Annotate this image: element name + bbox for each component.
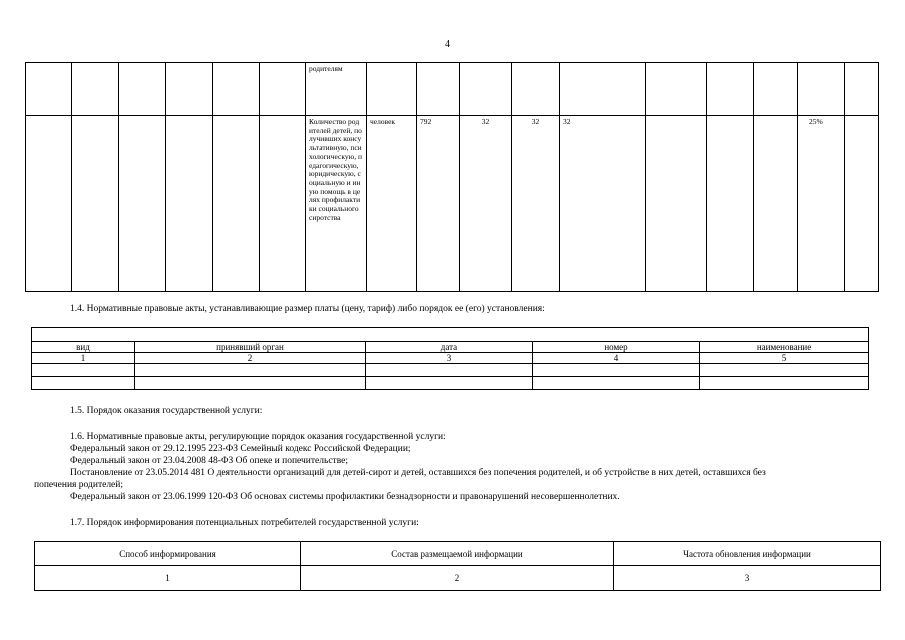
section-1-5-heading: 1.5. Порядок оказания государственной услуги: (70, 406, 263, 416)
number-cell: 2 (301, 566, 614, 591)
table-row (32, 353, 869, 364)
number-cell: 3 (614, 566, 881, 591)
section-1-6-heading: 1.6. Нормативные правовые акты, регулирующие порядок оказания государственной услуги: (70, 432, 446, 442)
acts-table (31, 327, 869, 390)
indicators-table (25, 62, 879, 292)
indicator-cell: родителям (306, 63, 367, 116)
law-line: Федеральный закон от 29.12.1995 223-ФЗ Семейный кодекс Российской Федерации; (70, 444, 411, 454)
header-cell: Состав размещаемой информации (301, 542, 614, 566)
number-cell: 5 (700, 353, 869, 364)
info-table (34, 541, 881, 591)
law-line: Федеральный закон от 23.04.2008 48-ФЗ Об опеке и попечительстве; (70, 456, 348, 466)
table-row (26, 116, 879, 292)
table-header-row (32, 342, 869, 353)
header-cell: Способ информирования (35, 542, 301, 566)
law-line: попечения родителей; (34, 480, 123, 490)
table-header-row (35, 542, 881, 566)
table-row (35, 566, 881, 591)
number-cell: 1 (32, 353, 135, 364)
value-cell: 32 (460, 116, 512, 292)
table-row (32, 377, 869, 390)
law-line: Федеральный закон от 23.06.1999 120-ФЗ Об основах системы профилактики безнадзорности и правонарушений несовершеннолетних. (70, 492, 620, 502)
number-cell: 2 (135, 353, 366, 364)
number-cell: 4 (533, 353, 700, 364)
header-cell: дата (366, 342, 533, 353)
page-number: 4 (445, 39, 450, 50)
section-1-4-heading: 1.4. Нормативные правовые акты, устанавливающие размер платы (цену, тариф) либо порядок ее (его) установления: (70, 304, 545, 314)
section-1-7-heading: 1.7. Порядок информирования потенциальных потребителей государственной услуги: (70, 518, 419, 528)
value-cell: 32 (512, 116, 560, 292)
number-cell: 3 (366, 353, 533, 364)
value-cell: 32 (560, 116, 646, 292)
number-cell: 1 (35, 566, 301, 591)
indicator-cell: Количество родителей детей, получивших консультативную, психологическую, педагогическую, юридическую, социальную и иную помощь в целях профилактики социального сиротства (306, 116, 367, 292)
header-cell: наименование (700, 342, 869, 353)
header-cell: номер (533, 342, 700, 353)
header-cell: вид (32, 342, 135, 353)
table-row (26, 63, 879, 116)
deviation-cell: 25% (798, 116, 845, 292)
table-row (32, 364, 869, 377)
table-row (32, 328, 869, 342)
code-cell: 792 (417, 116, 460, 292)
header-cell: принявший орган (135, 342, 366, 353)
unit-cell: человек (367, 116, 417, 292)
header-cell: Частота обновления информации (614, 542, 881, 566)
law-line: Постановление от 23.05.2014 481 О деятельности организаций для детей-сирот и детей, оставшихся без попечения родителей, и об устройстве в них детей, оставшихся без (70, 468, 766, 478)
